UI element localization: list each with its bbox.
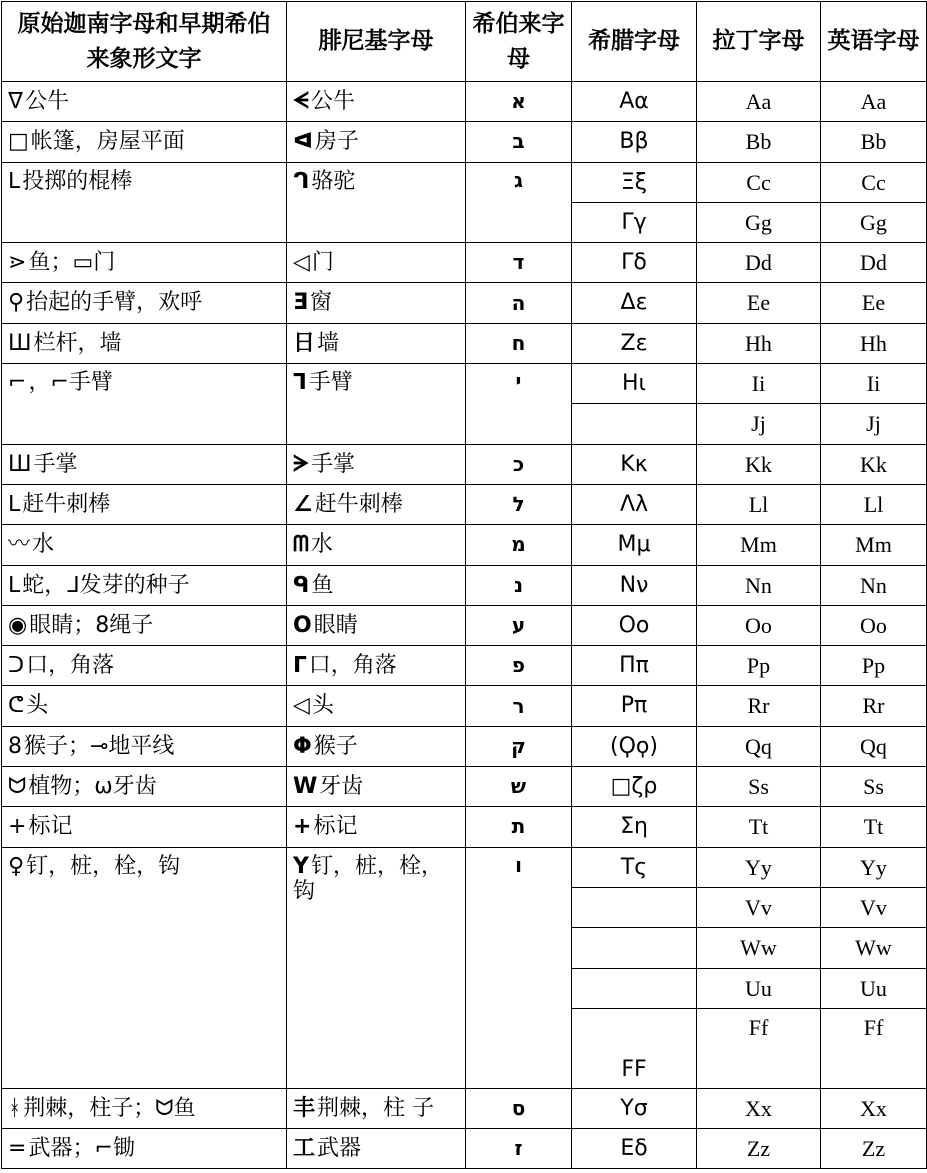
table-row [2, 162, 927, 202]
phoenician-meaning: 手掌 [310, 451, 355, 477]
phoenician-cell [287, 565, 466, 605]
proto-cell [2, 807, 287, 847]
proto-meaning: 植物；ω牙齿 [28, 774, 157, 800]
hebrew-letter: ח [466, 323, 572, 363]
latin-letter: Qq [697, 726, 821, 766]
hebrew-letter: א [466, 82, 572, 122]
phoenician-meaning: 公牛 [310, 89, 355, 114]
proto-glyph: ⌐ [8, 370, 27, 396]
proto-glyph: ᑐ [8, 653, 25, 679]
phoenician-cell [287, 646, 466, 686]
proto-meaning: 钉，桩，栓，钩 [26, 853, 181, 879]
english-letter: Zz [821, 1129, 927, 1169]
proto-cell [2, 646, 287, 686]
proto-cell [2, 605, 287, 645]
english-letter: Mm [821, 525, 927, 565]
english-letter: Cc [821, 162, 927, 202]
proto-glyph: ◉ [8, 612, 28, 638]
header-english: 英语字母 [821, 2, 927, 82]
header-row [2, 2, 927, 82]
phoenician-glyph: ∠ [293, 491, 313, 517]
latin-letter: Oo [697, 605, 821, 645]
phoenician-cell [287, 484, 466, 524]
greek-letter [572, 404, 697, 444]
english-letter: Jj [821, 404, 927, 444]
header-latin: 拉丁字母 [697, 2, 821, 82]
english-letter: Ll [821, 484, 927, 524]
latin-letter: Uu [697, 968, 821, 1008]
greek-letter: Εδ [572, 1129, 697, 1169]
hebrew-letter: ד [466, 243, 572, 283]
latin-letter: Cc [697, 162, 821, 202]
proto-cell [2, 323, 287, 363]
phoenician-cell [287, 283, 466, 323]
english-letter: Pp [821, 646, 927, 686]
proto-cell [2, 726, 287, 766]
proto-meaning: 头 [26, 693, 49, 719]
proto-meaning: 武器；⌐锄 [28, 1136, 135, 1162]
english-letter: Ii [821, 364, 927, 404]
proto-cell [2, 767, 287, 807]
phoenician-meaning: 眼睛 [313, 612, 358, 638]
proto-meaning: 公牛 [25, 89, 70, 114]
table-row [2, 767, 927, 807]
proto-glyph: ᐁ [8, 89, 24, 114]
greek-letter: Ηι [572, 364, 697, 404]
hebrew-letter: ב [466, 122, 572, 162]
phoenician-glyph: + [293, 814, 312, 840]
greek-letter: Αα [572, 82, 697, 122]
latin-letter: Kk [697, 444, 821, 484]
hebrew-letter: י [466, 364, 572, 445]
latin-letter: Dd [697, 243, 821, 283]
phoenician-cell [287, 444, 466, 484]
greek-letter: Ββ [572, 122, 697, 162]
latin-letter: Ss [697, 767, 821, 807]
proto-meaning: 抬起的手臂，欢呼 [26, 290, 203, 316]
proto-glyph: ᒪ [8, 572, 21, 598]
proto-glyph: ᚼ [8, 1095, 22, 1121]
greek-letter: FϜ [572, 1008, 697, 1088]
english-letter: Xx [821, 1088, 927, 1128]
phoenician-cell [287, 82, 466, 122]
phoenician-cell [287, 525, 466, 565]
english-letter: Oo [821, 605, 927, 645]
proto-glyph: Ш [8, 451, 32, 477]
greek-letter: Ρπ [572, 686, 697, 726]
phoenician-cell [287, 686, 466, 726]
proto-cell [2, 525, 287, 565]
phoenician-meaning: 钉，桩，栓，钩 [293, 853, 443, 904]
proto-meaning: 眼睛；8绳子 [29, 612, 154, 638]
phoenician-cell [287, 807, 466, 847]
phoenician-cell [287, 323, 466, 363]
hebrew-letter: נ [466, 565, 572, 605]
latin-letter: Gg [697, 202, 821, 242]
greek-letter: Μμ [572, 525, 697, 565]
greek-letter: Ζε [572, 323, 697, 363]
phoenician-meaning: 标记 [313, 814, 358, 840]
latin-letter: Pp [697, 646, 821, 686]
english-letter: Kk [821, 444, 927, 484]
phoenician-meaning: 赶牛刺棒 [314, 491, 403, 517]
phoenician-glyph: Y [293, 853, 309, 879]
greek-letter: Γδ [572, 243, 697, 283]
hebrew-letter: ס [466, 1088, 572, 1128]
english-letter: Ww [821, 928, 927, 968]
english-letter: Hh [821, 323, 927, 363]
phoenician-cell [287, 1129, 466, 1169]
hebrew-letter: ה [466, 283, 572, 323]
proto-glyph: ᒪ [8, 491, 21, 517]
proto-cell [2, 565, 287, 605]
proto-meaning: 手掌 [33, 451, 78, 477]
proto-cell [2, 162, 287, 243]
phoenician-meaning: 骆驼 [311, 168, 356, 194]
latin-letter: Rr [697, 686, 821, 726]
greek-letter: (Ϙϙ) [572, 726, 697, 766]
phoenician-cell [287, 364, 466, 445]
greek-letter: Νν [572, 565, 697, 605]
phoenician-meaning: 武器 [317, 1136, 362, 1162]
proto-glyph: = [8, 1136, 27, 1162]
proto-glyph: 〰 [8, 532, 31, 558]
greek-letter [572, 968, 697, 1008]
latin-letter: Vv [697, 887, 821, 927]
table-row [2, 686, 927, 726]
hebrew-letter: ש [466, 767, 572, 807]
proto-glyph: Ш [8, 330, 32, 356]
proto-cell [2, 283, 287, 323]
table-row [2, 1129, 927, 1169]
header-hebrew: 希伯来字母 [466, 2, 572, 82]
proto-meaning: 投掷的棍棒 [22, 168, 133, 194]
hebrew-letter: ג [466, 162, 572, 243]
phoenician-glyph: 丰 [293, 1095, 316, 1121]
phoenician-meaning: 头 [311, 693, 334, 719]
english-letter: Uu [821, 968, 927, 1008]
table-row [2, 364, 927, 404]
table-row [2, 122, 927, 162]
phoenician-meaning: 鱼 [311, 572, 334, 598]
latin-letter: Xx [697, 1088, 821, 1128]
phoenician-glyph: ◁ [293, 250, 310, 276]
phoenician-glyph: 工 [293, 1136, 316, 1162]
proto-cell [2, 484, 287, 524]
phoenician-meaning: 窗 [310, 290, 333, 316]
phoenician-cell [287, 122, 466, 162]
latin-letter: Yy [697, 847, 821, 887]
phoenician-cell [287, 1088, 466, 1128]
latin-letter: Ww [697, 928, 821, 968]
proto-meaning: 赶牛刺棒 [22, 491, 111, 517]
phoenician-meaning: 水 [310, 532, 333, 558]
latin-letter: Mm [697, 525, 821, 565]
latin-letter: Ff [697, 1008, 821, 1088]
hebrew-letter: פ [466, 646, 572, 686]
proto-glyph: ♀ [8, 853, 25, 879]
greek-letter: Υσ [572, 1088, 697, 1128]
greek-letter: Οο [572, 605, 697, 645]
proto-glyph: + [8, 814, 27, 840]
proto-glyph: ⋗ [8, 250, 27, 276]
phoenician-meaning: 猴子 [313, 733, 358, 759]
latin-letter: Ee [697, 283, 821, 323]
table-row [2, 484, 927, 524]
header-greek: 希腊字母 [572, 2, 697, 82]
phoenician-meaning: 墙 [317, 330, 340, 356]
proto-cell [2, 847, 287, 1088]
table-row [2, 726, 927, 766]
table-row [2, 444, 927, 484]
phoenician-cell [287, 605, 466, 645]
proto-cell [2, 122, 287, 162]
phoenician-glyph: Ǝ [293, 290, 309, 316]
phoenician-cell [287, 726, 466, 766]
greek-letter: Τς [572, 847, 697, 887]
phoenician-glyph: Φ [293, 733, 312, 759]
english-letter: Dd [821, 243, 927, 283]
proto-glyph: ᕦ [8, 693, 25, 719]
header-phoenician: 腓尼基字母 [287, 2, 466, 82]
latin-letter: Ii [697, 364, 821, 404]
proto-cell [2, 364, 287, 445]
latin-letter: Jj [697, 404, 821, 444]
proto-meaning: 口，角落 [26, 653, 115, 679]
english-letter: Bb [821, 122, 927, 162]
proto-meaning: 水 [32, 532, 55, 558]
proto-meaning: 标记 [28, 814, 73, 840]
hebrew-letter: מ [466, 525, 572, 565]
proto-meaning: 猴子；⊸地平线 [24, 733, 175, 759]
table-row [2, 605, 927, 645]
latin-letter: Ll [697, 484, 821, 524]
greek-letter: Λλ [572, 484, 697, 524]
proto-meaning: 鱼；▭门 [28, 250, 116, 276]
greek-letter: Ξξ [572, 162, 697, 202]
english-letter: Rr [821, 686, 927, 726]
hebrew-letter: ע [466, 605, 572, 645]
proto-cell [2, 444, 287, 484]
phoenician-glyph: O [293, 612, 312, 638]
hebrew-letter: ת [466, 807, 572, 847]
english-letter: Yy [821, 847, 927, 887]
table-row [2, 807, 927, 847]
latin-letter: Tt [697, 807, 821, 847]
greek-letter: □ζρ [572, 767, 697, 807]
table-row [2, 646, 927, 686]
phoenician-cell [287, 162, 466, 243]
phoenician-meaning: 手臂 [308, 370, 353, 396]
proto-meaning: 帐篷，房屋平面 [30, 129, 185, 155]
alphabet-table [1, 1, 927, 1169]
phoenician-glyph: ᑫ [293, 572, 310, 598]
greek-letter: Ση [572, 807, 697, 847]
table-row [2, 565, 927, 605]
latin-letter: Nn [697, 565, 821, 605]
english-letter: Ee [821, 283, 927, 323]
table-row [2, 283, 927, 323]
proto-cell [2, 243, 287, 283]
header-proto: 原始迦南字母和早期希伯来象形文字 [2, 2, 287, 82]
phoenician-glyph: ᒣ [293, 370, 307, 396]
hebrew-letter: ז [466, 1129, 572, 1169]
phoenician-glyph: ᒥ [293, 653, 307, 679]
greek-letter: Κκ [572, 444, 697, 484]
proto-glyph: □ [8, 129, 29, 155]
phoenician-glyph: ᗰ [293, 532, 309, 558]
table-row [2, 847, 927, 887]
greek-letter [572, 887, 697, 927]
phoenician-glyph: ᗒ [293, 451, 309, 477]
english-letter: Nn [821, 565, 927, 605]
phoenician-meaning: 牙齿 [319, 774, 364, 800]
english-letter: Gg [821, 202, 927, 242]
proto-meaning: 蛇，ᒧ发芽的种子 [22, 572, 190, 598]
proto-cell [2, 1129, 287, 1169]
phoenician-glyph: ᗕ [293, 89, 309, 114]
english-letter: Vv [821, 887, 927, 927]
phoenician-meaning: 房子 [314, 129, 359, 155]
english-letter: Qq [821, 726, 927, 766]
phoenician-meaning: 荆棘，柱 子 [317, 1095, 435, 1121]
proto-cell [2, 686, 287, 726]
proto-glyph: ᗢ [8, 774, 27, 800]
hebrew-letter: ר [466, 686, 572, 726]
table-row [2, 525, 927, 565]
english-letter: Ff [821, 1008, 927, 1088]
table-row [2, 1088, 927, 1128]
latin-letter: Zz [697, 1129, 821, 1169]
phoenician-glyph: ᒉ [293, 168, 310, 194]
hebrew-letter: ו [466, 847, 572, 1088]
greek-letter: Γγ [572, 202, 697, 242]
phoenician-meaning: 门 [311, 250, 334, 276]
greek-letter: Ππ [572, 646, 697, 686]
english-letter: Tt [821, 807, 927, 847]
phoenician-meaning: 口，角落 [308, 653, 397, 679]
proto-glyph: ⚲ [8, 290, 25, 316]
hebrew-letter: ק [466, 726, 572, 766]
table-row [2, 82, 927, 122]
table-row [2, 323, 927, 363]
phoenician-cell [287, 243, 466, 283]
table-row [2, 243, 927, 283]
greek-letter [572, 928, 697, 968]
proto-meaning: 栏杆，墙 [33, 330, 122, 356]
phoenician-cell [287, 847, 466, 1088]
greek-letter: Δε [572, 283, 697, 323]
proto-cell [2, 82, 287, 122]
hebrew-letter: כ [466, 444, 572, 484]
english-letter: Ss [821, 767, 927, 807]
phoenician-glyph: ᐊ [293, 129, 313, 155]
phoenician-glyph: W [293, 774, 318, 800]
hebrew-letter: ל [466, 484, 572, 524]
latin-letter: Bb [697, 122, 821, 162]
english-letter: Aa [821, 82, 927, 122]
proto-meaning: 荆棘，柱子；ᗢ鱼 [23, 1095, 196, 1121]
proto-glyph: 8 [8, 733, 22, 759]
phoenician-glyph: ◁ [293, 693, 310, 719]
phoenician-glyph: 日 [293, 330, 316, 356]
proto-cell [2, 1088, 287, 1128]
proto-glyph: ᒪ [8, 168, 21, 194]
phoenician-cell [287, 767, 466, 807]
latin-letter: Hh [697, 323, 821, 363]
proto-meaning: ，⌐手臂 [28, 370, 113, 396]
latin-letter: Aa [697, 82, 821, 122]
